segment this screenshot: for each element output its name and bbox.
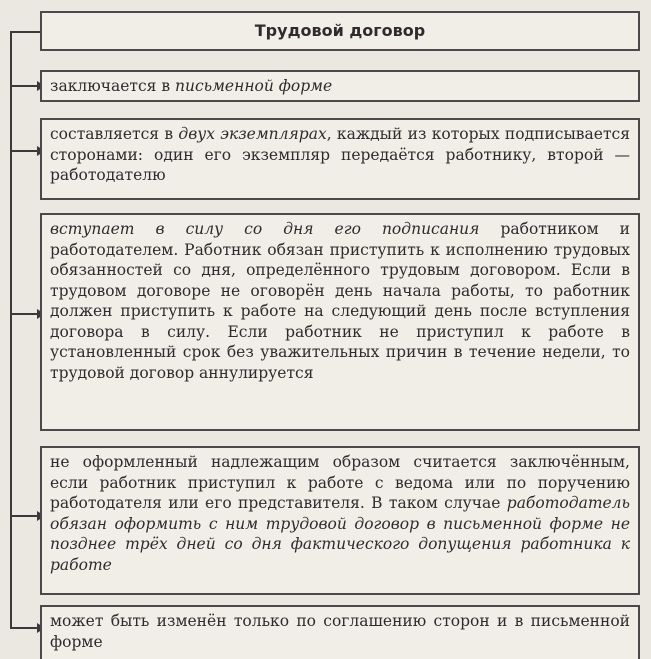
clause-2-text-pre: составляется в bbox=[50, 125, 179, 143]
arrow-1 bbox=[10, 85, 44, 87]
arrow-4 bbox=[10, 515, 44, 517]
clause-3-italic: вступает в силу со дня его подписания bbox=[50, 220, 480, 238]
diagram-title: Трудовой договор bbox=[254, 20, 426, 40]
clause-3-text-post: работником и работодателем. Работник обязан приступить к исполнению трудовых обязанностей со дня, определённого трудовым договором. Если в трудовом договоре не оговорён день начала работы, то работник должен приступить к работе на следующий день после вступления договора в силу. Если работник не приступил к работе в установленный срок без уважительных причин в течение недели, то трудовой договор аннулируется bbox=[50, 220, 630, 382]
clause-box-2 bbox=[40, 118, 640, 200]
connector-title-link bbox=[10, 31, 40, 33]
clause-2-italic: двух экземплярах bbox=[178, 125, 327, 143]
clause-box-3 bbox=[40, 213, 640, 431]
clause-5-text: может быть изменён только по соглашению сторон и в письменной форме bbox=[50, 612, 630, 651]
clause-1-text: заключается в bbox=[50, 76, 175, 95]
arrow-3 bbox=[10, 313, 44, 315]
clause-1-italic: письменной форме bbox=[175, 76, 333, 95]
clause-4-italic: работодатель обязан оформить с ним трудовой договор в письменной форме не позднее трёх дней со дня фактического допущения работника к работе bbox=[50, 494, 630, 574]
clause-box-1 bbox=[40, 70, 640, 102]
clause-box-4 bbox=[40, 446, 640, 595]
clause-2-text-post: , каждый из которых подписывается сторонами: один его экземпляр передаётся работнику, второй — работодателю bbox=[50, 125, 630, 184]
connector-spine bbox=[10, 31, 12, 628]
arrow-5 bbox=[10, 627, 44, 629]
title-box bbox=[40, 11, 640, 51]
arrow-2 bbox=[10, 150, 44, 152]
clause-4-text-pre: не оформленный надлежащим образом считается заключённым, если работник приступил к работе с ведома или по поручению работодателя или его представителя. В таком случае bbox=[50, 453, 630, 512]
clause-box-5 bbox=[40, 605, 640, 659]
